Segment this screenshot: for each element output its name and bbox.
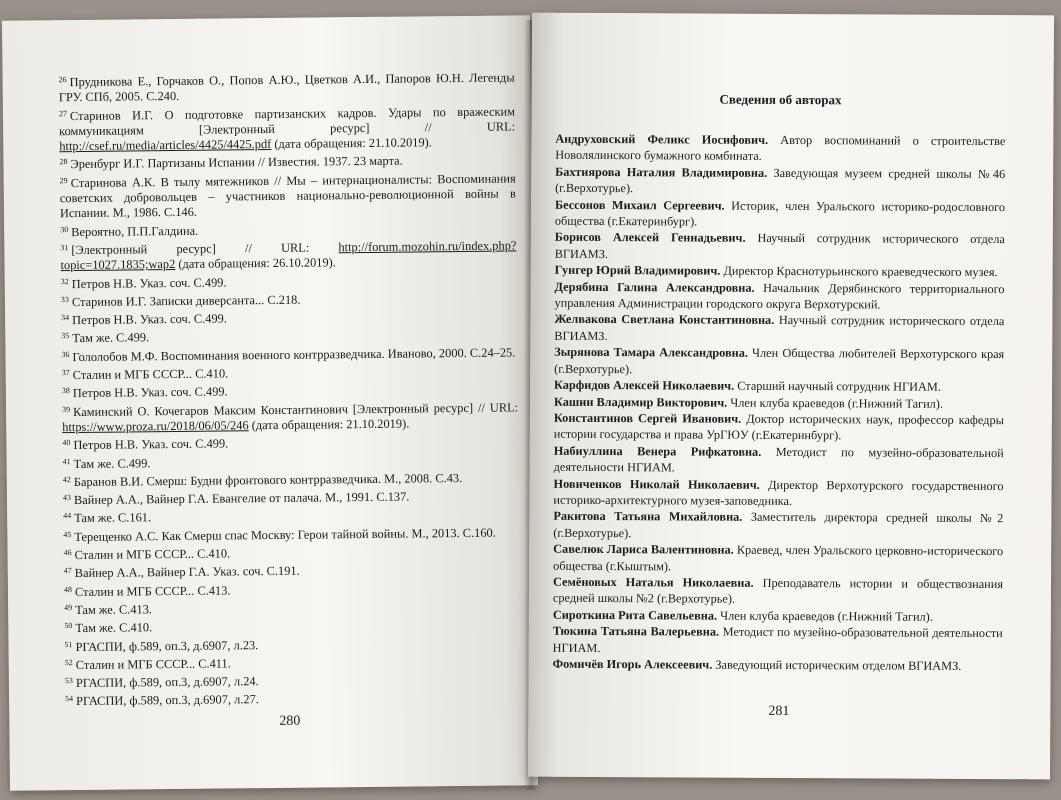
- section-title: Сведения об авторах: [719, 91, 842, 108]
- footnote-access-date: (дата обращения: 21.10.2019).: [274, 135, 432, 152]
- footnote-access-date: (дата обращения: 26.10.2019).: [178, 255, 336, 272]
- author-name: Бахтиярова Наталия Владимировна.: [555, 164, 768, 180]
- footnote-number: 38: [61, 386, 70, 396]
- footnote-access-date: (дата обращения: 21.10.2019).: [251, 416, 410, 433]
- author-entry: [555, 229, 1005, 264]
- footnote-item: [60, 168, 516, 222]
- author-entry: [553, 475, 1003, 510]
- footnote-number: 52: [64, 657, 73, 667]
- author-entry: [554, 344, 1004, 379]
- author-entry: [555, 164, 1005, 199]
- footnote-number: 42: [62, 474, 71, 485]
- footnote-text: Петров Н.В. Указ. соч. С.499.: [73, 436, 229, 453]
- footnote-item: [60, 235, 516, 273]
- footnote-number: 28: [59, 157, 68, 167]
- footnote-text: Петров Н.В. Указ. соч. С.499.: [71, 275, 227, 291]
- footnote-number: 35: [61, 331, 70, 341]
- author-description: Автор воспоминаний о строительстве Новолялинского бумажного комбината.: [555, 132, 1006, 164]
- author-name: Новиченков Николай Николаевич.: [553, 476, 760, 492]
- author-description: Член клуба краеведов (г.Нижний Тагил).: [730, 395, 944, 411]
- footnote-number: 47: [63, 566, 72, 576]
- footnote-text: Там же. С.499.: [73, 455, 151, 471]
- footnote-url: https://www.proza.ru/2018/06/05/246: [62, 418, 249, 435]
- footnote-number: 29: [59, 175, 68, 185]
- footnote-number: 41: [62, 456, 71, 466]
- footnotes-list: [59, 67, 522, 709]
- author-name: Набиуллина Венера Рифкатовна.: [553, 443, 762, 459]
- footnote-number: 48: [63, 584, 72, 594]
- footnote-number: 36: [61, 349, 70, 359]
- footnote-number: 27: [58, 108, 68, 118]
- footnote-text: Каминский О. Кочегаров Максим Константинович [Электронный ресурс] // URL:: [73, 400, 519, 419]
- footnote-text: РГАСПИ, ф.589, оп.3, д.6907, л.23.: [75, 637, 259, 654]
- author-entry: [553, 623, 1003, 658]
- footnote-text: Петров Н.В. Указ. соч. С.499.: [72, 311, 227, 328]
- author-name: Тюкина Татьяна Валерьевна.: [552, 623, 720, 639]
- author-description: Научный сотрудник исторического отдела ВГИАМЗ.: [554, 313, 1005, 343]
- footnote-text: Сталин и МГБ СССР... С.410.: [72, 366, 229, 383]
- footnote-number: 30: [60, 224, 69, 234]
- footnote-number: 50: [64, 621, 73, 631]
- footnote-item: [62, 397, 518, 435]
- author-name: Кашин Владимир Викторович.: [553, 394, 728, 410]
- footnote-url: http://forum.mozohin.ru/index.php?topic=1027.1835;wap2: [60, 238, 517, 273]
- footnote-number: 26: [58, 75, 67, 85]
- author-name: Зырянова Тамара Александровна.: [554, 345, 748, 361]
- author-description: Научный сотрудник исторического отдела ВГИАМЗ.: [554, 231, 1005, 261]
- author-name: Сироткина Рита Савельевна.: [552, 607, 718, 623]
- author-description: Историк, член Уральского историко-родословного общества (г.Екатеринбург).: [554, 198, 1006, 229]
- right-page: [528, 13, 1054, 780]
- footnote-text: РГАСПИ, ф.589, оп.3, д.6907, л.27.: [76, 692, 259, 709]
- author-name: Андруховский Феликс Иосифович.: [555, 131, 769, 147]
- author-description: Методист по музейно-образовательной деятельности НГИАМ.: [553, 444, 1004, 475]
- author-name: Ракитова Татьяна Михайловна.: [553, 509, 743, 525]
- footnote-text: Прудникова Е., Горчаков О., Попов А.Ю., Цветков А.И., Папоров Ю.Н. Легенды ГРУ. СПб, 2005. С.240.: [58, 70, 515, 105]
- author-entry: [555, 196, 1005, 231]
- author-name: Карфидов Алексей Николаевич.: [554, 377, 735, 393]
- footnote-number: 33: [60, 294, 69, 305]
- author-entry: [553, 508, 1003, 543]
- footnote-text: Старинов И.Г. О подготовке партизанских кадров. Удары по вражеским коммуникациям [Электронный ресурс] // URL:: [59, 104, 516, 139]
- author-name: Желвакова Светлана Константиновна.: [554, 312, 775, 328]
- author-description: Начальник Дерябинского территориального управления Администрации городского округа Верхотурский.: [554, 280, 1005, 312]
- footnote-number: 44: [63, 511, 72, 521]
- footnote-number: 40: [62, 438, 71, 448]
- footnote-text: Вайнер А.А., Вайнер Г.А. Евангелие от палача. М., 1991. С.137.: [73, 489, 410, 508]
- author-entry: [553, 656, 1003, 675]
- footnote-text: Там же. С.413.: [75, 602, 153, 617]
- footnote-text: Гололобов М.Ф. Воспоминания военного контрразведчика. Иваново, 2000. С.24–25.: [72, 345, 516, 364]
- footnote-text: Сталин и МГБ СССР... С.413.: [74, 583, 231, 599]
- author-entry: [553, 574, 1003, 609]
- footnote-text: Там же. С.161.: [74, 510, 152, 526]
- footnote-item: [65, 687, 521, 710]
- author-name: Фомичёв Игорь Алексеевич.: [552, 656, 713, 672]
- footnote-number: 54: [65, 694, 74, 704]
- author-entry: [554, 410, 1004, 445]
- footnote-number: 37: [61, 368, 70, 378]
- author-name: Семёновых Наталья Николаевна.: [552, 574, 754, 590]
- footnote-text: Сталин и МГБ СССР... С.411.: [75, 656, 231, 672]
- author-name: Бессонов Михаил Сергеевич.: [554, 197, 725, 213]
- author-name: Константинов Сергей Иванович.: [553, 410, 742, 426]
- footnote-item: [59, 101, 515, 155]
- footnote-text: РГАСПИ, ф.589, оп.3, д.6907, л.24.: [75, 674, 259, 691]
- author-description: Заведующий историческим отделом ВГИАМЗ.: [715, 657, 962, 673]
- footnote-number: 34: [61, 313, 70, 323]
- author-description: Краевед, член Уральского церковно-исторического общества (г.Кыштым).: [553, 542, 1004, 573]
- footnote-number: 46: [63, 548, 72, 558]
- author-description: Заместитель директора средней школы №2 (г.Верхотурье).: [553, 510, 1004, 540]
- author-name: Борисов Алексей Геннадьевич.: [554, 230, 746, 246]
- footnote-number: 32: [60, 276, 69, 286]
- footnote-url: http://csef.ru/media/articles/4425/4425.pdf: [59, 137, 272, 154]
- author-description: Старший научный сотрудник НГИАМ.: [737, 378, 942, 394]
- author-name: Савелюк Лариса Валентиновна.: [553, 541, 734, 557]
- footnote-text: Петров Н.В. Указ. соч. С.499.: [72, 384, 228, 401]
- footnote-item: [59, 67, 515, 105]
- author-description: Преподаватель истории и обществознания средней школы №2 (г.Верхотурье).: [552, 575, 1004, 607]
- footnote-text: Эренбург И.Г. Партизаны Испании // Известия. 1937. 23 марта.: [70, 154, 403, 172]
- author-description: Член клуба краеведов (г.Нижний Тагил).: [720, 608, 933, 624]
- author-description: Доктор исторических наук, профессор кафедры истории государства и права УрГЮУ (г.Екатеринбург).: [553, 411, 1004, 443]
- footnote-text: Баранов В.И. Смерш: Будни фронтового контрразведчика. М., 2008. С.43.: [73, 470, 463, 489]
- footnote-text: Вероятно, П.П.Галдина.: [71, 223, 199, 239]
- footnote-text: [Электронный ресурс] // URL:: [71, 240, 310, 258]
- footnote-number: 45: [63, 529, 72, 539]
- footnote-number: 53: [64, 676, 73, 686]
- author-entry: [553, 541, 1003, 576]
- page-number-right: 281: [768, 703, 790, 719]
- footnote-number: 49: [64, 602, 73, 613]
- footnote-number: 39: [62, 404, 71, 414]
- footnote-text: Терещенко А.С. Как Смерш спас Москву: Герои тайной войны. М., 2013. С.160.: [74, 525, 496, 544]
- author-description: Директор Верхотурского государственного историко-архитектурного музея-заповедника.: [553, 477, 1004, 508]
- left-page: [2, 15, 538, 790]
- author-entry: [554, 311, 1004, 346]
- page-number-left: 280: [279, 713, 301, 729]
- footnote-text: Сталин и МГБ СССР... С.410.: [74, 546, 231, 563]
- footnote-number: 31: [60, 243, 69, 253]
- footnote-text: Старинов И.Г. Записки диверсанта... С.218.: [71, 292, 301, 309]
- author-description: Заведующая музеем средней школы №46 (г.Верхотурье).: [555, 165, 1006, 196]
- footnote-number: 43: [62, 493, 72, 503]
- footnote-text: Старинова А.К. В тылу мятежников // Мы – интернационалисты: Воспоминания советских добровольцев – участников национально-революционной войны в Испании. М., 1986. С.146.: [59, 171, 516, 221]
- author-description: Член Общества любителей Верхотурского края (г.Верхотурье).: [554, 346, 1005, 376]
- author-entry: [555, 131, 1005, 166]
- author-description: Методист по музейно-образовательной деятельности НГИАМ.: [552, 624, 1003, 655]
- author-entry: [554, 442, 1004, 477]
- author-name: Гунгер Юрий Владимирович.: [554, 263, 721, 278]
- author-entry: [555, 262, 1005, 281]
- author-entry: [554, 377, 1004, 396]
- footnote-text: Там же. С.499.: [72, 330, 150, 346]
- footnote-text: Там же. С.410.: [75, 620, 153, 636]
- author-description: Директор Краснотурьинского краеведческого музея.: [723, 263, 998, 280]
- footnote-number: 51: [64, 639, 73, 649]
- author-name: Дерябина Галина Александровна.: [554, 279, 755, 295]
- authors-list: [553, 131, 1006, 675]
- author-entry: [554, 278, 1004, 313]
- footnote-text: Вайнер А.А., Вайнер Г.А. Указ. соч. С.191.: [74, 564, 300, 581]
